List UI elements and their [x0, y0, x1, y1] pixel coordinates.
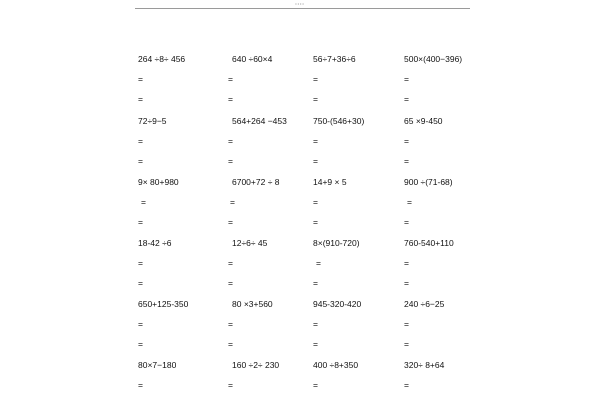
problem-expression: 72÷9−5 — [138, 116, 167, 126]
problem-expression: 945-320-420 — [313, 299, 362, 309]
answer-line-equals: = — [228, 217, 233, 227]
problem-expression: 264 ÷8÷ 456 — [138, 54, 186, 64]
answer-line-equals: = — [138, 258, 143, 268]
answer-line-equals: = — [230, 197, 235, 207]
problem-expression: 56÷7+36÷6 — [313, 54, 356, 64]
answer-line-equals: = — [404, 136, 409, 146]
answer-line-equals: = — [404, 339, 409, 349]
problem-expression: 650+125-350 — [138, 299, 189, 309]
answer-line-equals: = — [138, 156, 143, 166]
answer-line-equals: = — [404, 156, 409, 166]
problem-expression: 18-42 ÷6 — [138, 238, 172, 248]
answer-line-equals: = — [404, 74, 409, 84]
answer-line-equals: = — [313, 136, 318, 146]
answer-line-equals: = — [138, 74, 143, 84]
answer-line-equals: = — [313, 94, 318, 104]
answer-line-equals: = — [228, 94, 233, 104]
answer-line-equals: = — [228, 136, 233, 146]
answer-line-equals: = — [404, 217, 409, 227]
problem-expression: 12÷6÷ 45 — [232, 238, 268, 248]
problem-expression: 564+264 −453 — [232, 116, 287, 126]
answer-line-equals: = — [404, 94, 409, 104]
answer-line-equals: = — [138, 339, 143, 349]
problem-expression: 900 ÷(71-68) — [404, 177, 453, 187]
answer-line-equals: = — [228, 319, 233, 329]
answer-line-equals: = — [404, 380, 409, 390]
answer-line-equals: = — [228, 380, 233, 390]
answer-line-equals: = — [138, 136, 143, 146]
answer-line-equals: = — [313, 278, 318, 288]
answer-line-equals: = — [404, 258, 409, 268]
answer-line-equals: = — [228, 156, 233, 166]
problem-expression: 500×(400−396) — [404, 54, 463, 64]
problem-expression: 750-(546+30) — [313, 116, 365, 126]
problem-expression: 240 ÷6−25 — [404, 299, 445, 309]
answer-line-equals: = — [313, 197, 318, 207]
problem-expression: 65 ×9-450 — [404, 116, 443, 126]
answer-line-equals: = — [313, 319, 318, 329]
answer-line-equals: = — [141, 197, 146, 207]
answer-line-equals: = — [138, 380, 143, 390]
problem-expression: 760-540+110 — [404, 238, 454, 248]
answer-line-equals: = — [404, 278, 409, 288]
problem-expression: 8×(910-720) — [313, 238, 360, 248]
answer-line-equals: = — [228, 74, 233, 84]
problem-expression: 160 ÷2÷ 230 — [232, 360, 280, 370]
answer-line-equals: = — [138, 319, 143, 329]
problem-expression: 400 ÷8+350 — [313, 360, 359, 370]
answer-line-equals: = — [407, 197, 412, 207]
answer-line-equals: = — [138, 278, 143, 288]
answer-line-equals: = — [228, 258, 233, 268]
answer-line-equals: = — [404, 319, 409, 329]
answer-line-equals: = — [138, 94, 143, 104]
problem-expression: 14+9 × 5 — [313, 177, 347, 187]
answer-line-equals: = — [313, 74, 318, 84]
answer-line-equals: = — [316, 258, 321, 268]
answer-line-equals: = — [313, 217, 318, 227]
problem-expression: 320÷ 8+64 — [404, 360, 445, 370]
problem-expression: 80×7−180 — [138, 360, 177, 370]
answer-line-equals: = — [313, 339, 318, 349]
problem-expression: 9× 80+980 — [138, 177, 179, 187]
problem-expression: 6700+72 ÷ 8 — [232, 177, 280, 187]
answer-line-equals: = — [138, 217, 143, 227]
answer-line-equals: = — [313, 380, 318, 390]
answer-line-equals: = — [228, 278, 233, 288]
problem-expression: 640 ÷60×4 — [232, 54, 273, 64]
answer-line-equals: = — [313, 156, 318, 166]
problem-expression: 80 ×3+560 — [232, 299, 273, 309]
page-header-mark: •••• — [295, 1, 305, 6]
answer-line-equals: = — [228, 339, 233, 349]
